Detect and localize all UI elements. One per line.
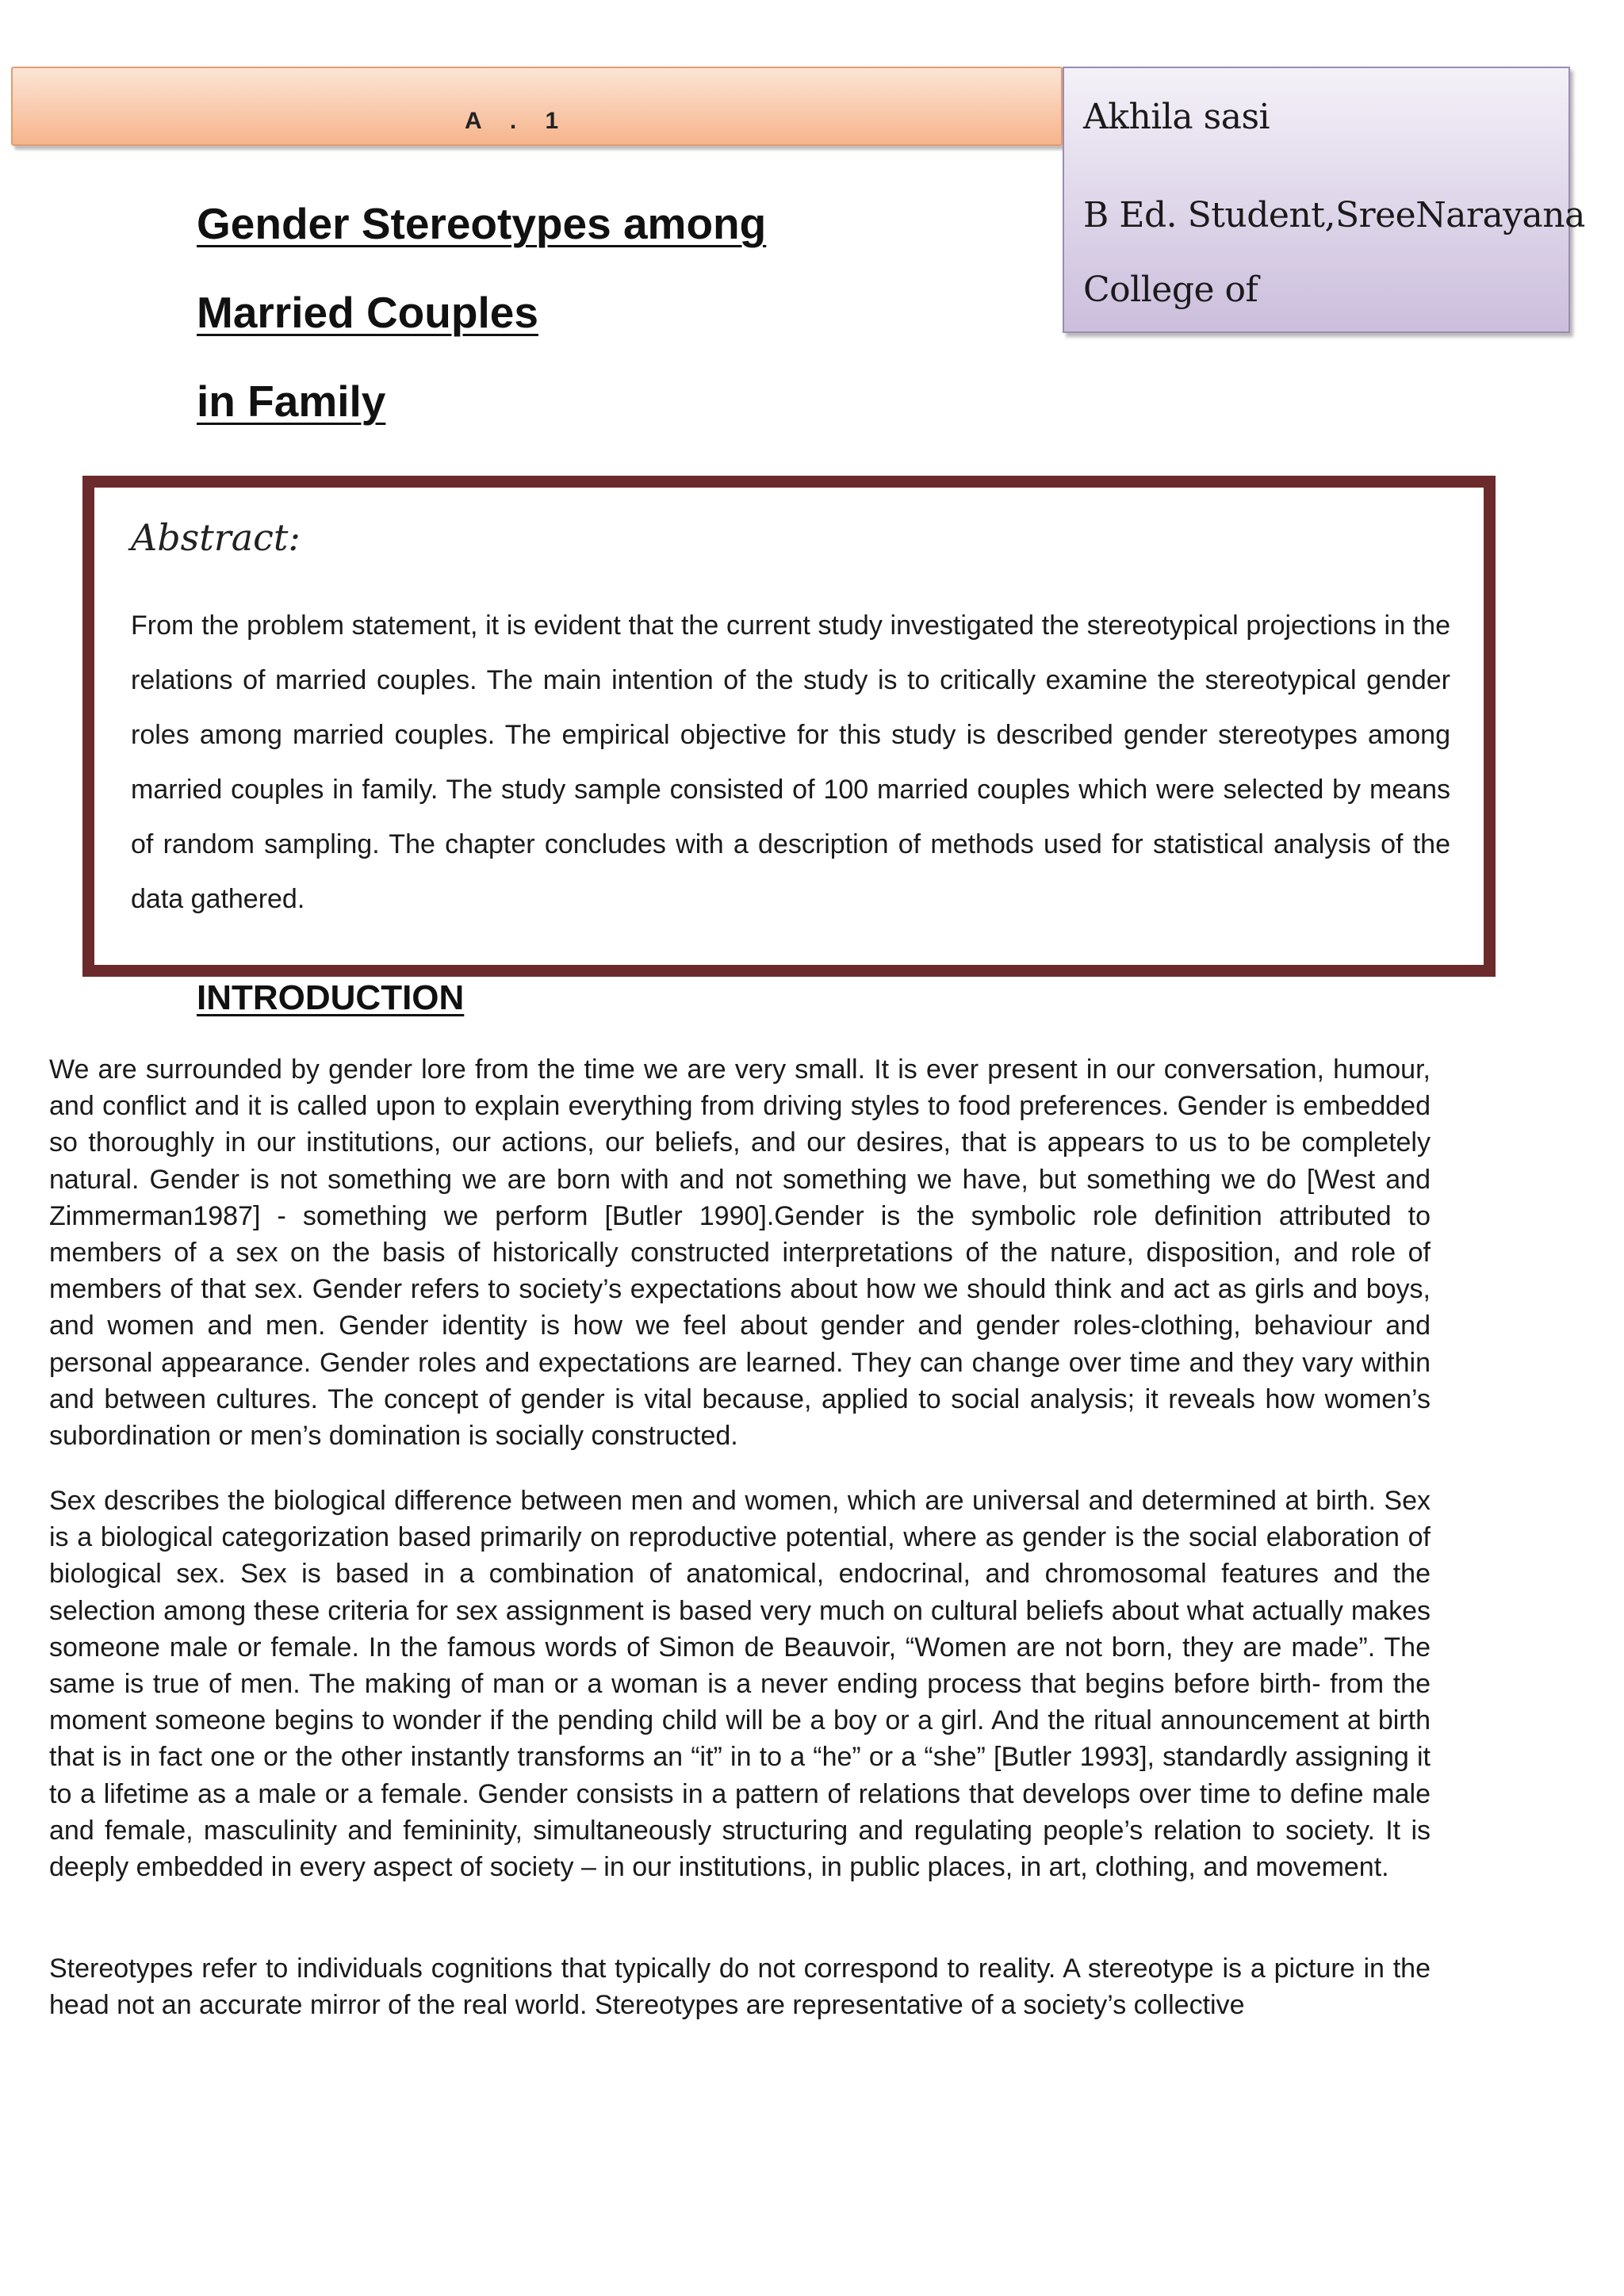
abstract-panel	[92, 485, 1486, 967]
intro-paragraph-1: We are surrounded by gender lore from the time we are very small. It is ever present in our conversation, humour, and conflict and it is called upon to explain everything from driving styles to food preferences. Gender is embedded so thoroughly in our institutions, our actions, our beliefs, and our desires, that is appears to us to be completely natural. Gender is not something we are born with and not something we have, but something we do [West and Zimmerman1987] - something we perform [Butler 1990].Gender is the symbolic role definition attributed to members of a sex on the basis of historically constructed interpretations of the nature, disposition, and role of members of that sex. Gender refers to society’s expectations about how we should think and act as girls and boys, and women and men. Gender identity is how we feel about gender and gender roles-clothing, behaviour and personal appearance. Gender roles and expectations are learned. They can change over time and they vary within and between cultures. The concept of gender is vital because, applied to social analysis; it reveals how women’s subordination or men’s domination is socially constructed.	[49, 1054, 1431, 1452]
abstract-text: From the problem statement, it is evident that the current study investigated the stereotypical projections in the relations of married couples. The main intention of the study is to critically examine the stereotypical gender roles among married couples. The empirical objective for this study is described gender stereotypes among married couples in family. The study sample consisted of 100 married couples which were selected by means of random sampling. The chapter concludes with a description of methods used for statistical analysis of the data gathered.	[131, 610, 1450, 914]
author-name: Akhila sasi	[1083, 97, 1270, 137]
author-affiliation-cont: College of	[1083, 270, 1258, 310]
introduction-heading: INTRODUCTION	[197, 978, 465, 1017]
header-banner	[11, 67, 1063, 146]
header-banner-label: A . 1	[465, 108, 570, 134]
intro-paragraph-2: Sex describes the biological difference between men and women, which are universal and determined at birth. Sex is a biological categorization based primarily on reproductive potential, where as gender is the social elaboration of biological sex. Sex is based in a combination of anatomical, endocrinal, and chromosomal features and the selection among these criteria for sex assignment is based very much on cultural beliefs about what actually makes someone male or female. In the famous words of Simon de Beauvoir, “Women are not born, they are made”. The same is true of men. The making of man or a woman is a never ending process that begins before birth- from the moment someone begins to wonder if the pending child will be a boy or a girl. And the ritual announcement at birth that is in fact one or the other instantly transforms an “it” in to a “he” or a “she” [Butler 1993], standardly assigning it to a lifetime as a male or a female. Gender consists in a pattern of relations that develops over time to define male and female, masculinity and femininity, simultaneously structuring and regulating people’s relation to society. It is deeply embedded in every aspect of society – in our institutions, in public places, in art, clothing, and movement.	[49, 1486, 1431, 1883]
abstract-heading: Abstract:	[131, 516, 301, 559]
paper-title-line-1: Gender Stereotypes among	[197, 199, 767, 248]
intro-paragraph-3: Stereotypes refer to individuals cognitions that typically do not correspond to reality. A stereotype is a picture in the head not an accurate mirror of the real world. Stereotypes are representative of a society’s collective	[49, 1954, 1431, 2021]
author-box	[1063, 67, 1585, 333]
abstract-frame	[82, 476, 1496, 977]
author-affiliation: B Ed. Student,SreeNarayana	[1083, 195, 1585, 235]
paper-title-line-3: in Family	[197, 377, 386, 426]
paper-title-line-2: Married Couples	[197, 288, 538, 337]
